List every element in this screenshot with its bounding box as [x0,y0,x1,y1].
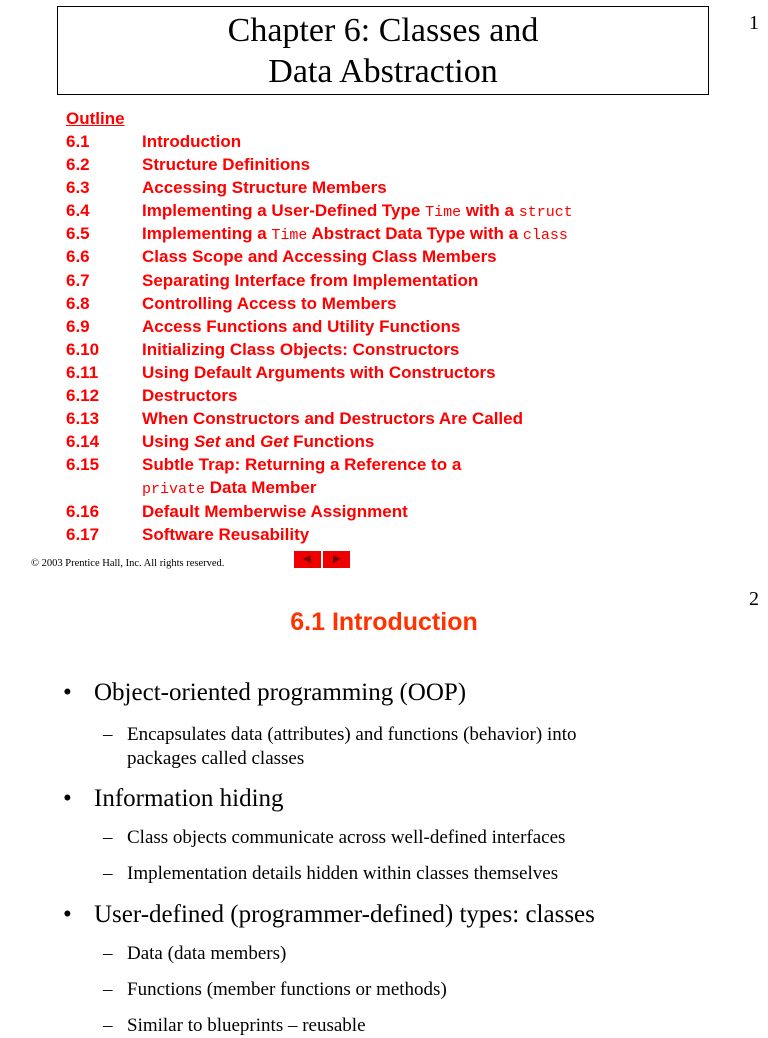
outline-title: Destructors [142,386,238,406]
outline-item[interactable] [66,407,573,430]
outline-item[interactable] [66,500,573,523]
outline-text: Implementing a User-Defined Type [142,201,426,221]
copyright-footer: © 2003 Prentice Hall, Inc. All rights reserved. [31,558,225,569]
dash-glyph: – [103,1015,113,1036]
sub-bullet-item [103,942,743,966]
chapter-title-line-2: Data Abstraction [268,52,498,90]
slide-2 [0,580,768,1036]
outline-list [66,130,573,546]
code-term: Time [425,204,462,222]
code-term: private [142,481,206,499]
dash-glyph: – [103,943,113,964]
slide-navigation [294,551,350,568]
outline-number: 6.11 [66,362,99,382]
code-term: struct [518,204,573,222]
outline-item[interactable] [66,453,573,476]
outline-number: 6.16 [66,501,100,521]
outline-text: Functions [288,432,375,452]
outline-number: 6.1 [66,132,90,151]
outline-text: Data Member [205,478,317,498]
sub-bullet-item [103,723,743,747]
outline-item[interactable] [66,292,573,315]
outline-title: Controlling Access to Members [142,293,397,313]
outline-number: 6.4 [66,201,90,221]
chapter-title-box [57,6,709,95]
outline [66,107,573,546]
sub-bullet-text: Implementation details hidden within classes themselves [127,863,559,884]
sub-bullet-item [103,826,743,850]
outline-title: Access Functions and Utility Functions [142,316,461,336]
sub-bullet-item [103,1014,743,1038]
prev-arrow-icon[interactable] [294,551,321,568]
italic-term: Get [260,432,289,452]
outline-number: 6.14 [66,432,100,452]
outline-number: 6.8 [66,293,90,313]
dash-glyph: – [103,863,113,884]
outline-number: 6.6 [66,247,90,267]
outline-item[interactable] [66,384,573,407]
outline-title: Initializing Class Objects: Constructors [142,339,460,359]
page-number: 1 [749,12,759,34]
outline-title [142,430,374,453]
outline-title: Using Default Arguments with Constructors [142,362,496,382]
page-number: 2 [749,588,759,610]
outline-item[interactable] [66,523,573,546]
code-term: Time [271,227,308,245]
outline-number: 6.10 [66,339,100,359]
bullet-glyph: • [63,901,72,928]
outline-title [142,222,568,245]
sub-bullet-continuation [103,747,743,771]
bullet-list [63,678,743,1038]
italic-term: Set [193,432,221,452]
bullet-item [63,678,743,708]
outline-title: Subtle Trap: Returning a Reference to a [142,455,462,475]
dash-glyph: – [103,827,113,848]
bullet-text: Object-oriented programming (OOP) [94,679,467,706]
outline-text: Abstract Data Type with a [307,224,523,244]
outline-item[interactable] [66,361,573,384]
outline-text: and [220,432,261,452]
outline-title: Separating Interface from Implementation [142,270,479,290]
outline-title: Class Scope and Accessing Class Members [142,247,497,267]
outline-number: 6.17 [66,524,100,544]
sub-bullet-text: Data (data members) [127,943,287,964]
bullet-glyph: • [63,785,72,812]
outline-item[interactable] [66,269,573,292]
code-term: class [522,227,568,245]
sub-bullet-item [103,862,743,886]
outline-heading[interactable]: Outline [66,109,125,128]
bullet-item [63,900,743,930]
outline-item[interactable] [66,153,573,176]
outline-number: 6.13 [66,409,100,429]
chapter-title-line-1: Chapter 6: Classes and [227,11,539,49]
outline-title: Introduction [142,132,242,151]
outline-title: Structure Definitions [142,155,311,175]
outline-number: 6.5 [66,224,90,244]
outline-item[interactable] [66,222,573,245]
outline-title [142,476,317,499]
outline-number: 6.7 [66,270,90,290]
next-arrow-icon[interactable] [323,551,350,568]
outline-title: Accessing Structure Members [142,178,387,198]
sub-bullet-text: Class objects communicate across well-defined interfaces [127,827,566,848]
bullet-item [63,784,743,814]
outline-title: Software Reusability [142,524,310,544]
bullet-glyph: • [63,679,72,706]
sub-bullet-text: Similar to blueprints – reusable [127,1015,366,1036]
dash-glyph: – [103,979,113,1000]
outline-item[interactable] [66,430,573,453]
outline-item[interactable] [66,176,573,199]
outline-text: with a [461,201,519,221]
sub-bullet-text: Encapsulates data (attributes) and functions (behavior) into [127,724,577,745]
dash-glyph: – [103,724,113,745]
outline-title: When Constructors and Destructors Are Called [142,409,523,429]
sub-bullet-text: Functions (member functions or methods) [127,979,447,1000]
outline-number: 6.12 [66,386,100,406]
outline-item[interactable] [66,338,573,361]
outline-text: Implementing a [142,224,272,244]
bullet-text: User-defined (programmer-defined) types: classes [94,901,595,928]
outline-number: 6.3 [66,178,90,198]
outline-item[interactable] [66,130,573,153]
outline-title [142,199,573,222]
outline-item[interactable] [66,245,573,268]
outline-number: 6.9 [66,316,90,336]
outline-title: Default Memberwise Assignment [142,501,408,521]
bullet-text: Information hiding [94,785,284,812]
outline-item-continuation[interactable] [66,476,573,499]
slide-title: 6.1 Introduction [290,608,478,636]
outline-item[interactable] [66,199,573,222]
sub-bullet-item [103,978,743,1002]
outline-number: 6.15 [66,455,100,475]
outline-number: 6.2 [66,155,90,175]
outline-text: Using [142,432,194,452]
sub-bullet-text: packages called classes [127,748,305,769]
outline-item[interactable] [66,315,573,338]
